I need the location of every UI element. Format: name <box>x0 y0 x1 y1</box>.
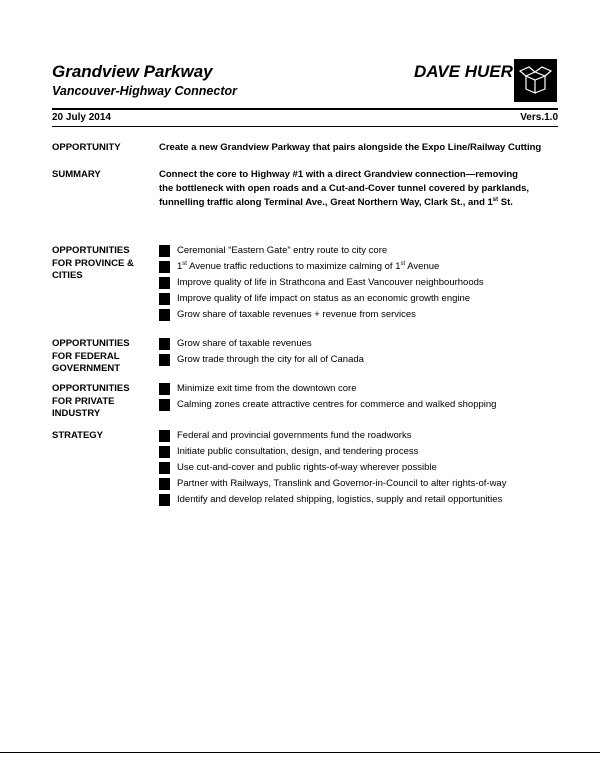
list-item: Grow share of taxable revenues + revenue from services <box>159 308 559 324</box>
province-list <box>159 244 559 324</box>
subheader-rule <box>52 126 558 127</box>
list-item: Minimize exit time from the downtown core <box>159 382 559 398</box>
list-item: 1st Avenue traffic reductions to maximize calming of 1st Avenue <box>159 260 559 276</box>
footer-rule <box>0 752 600 753</box>
list-item: Grow trade through the city for all of Canada <box>159 353 559 369</box>
private-label: OPPORTUNITIES FOR PRIVATE INDUSTRY <box>52 383 130 419</box>
list-item: Identify and develop related shipping, logistics, supply and retail opportunities <box>159 493 559 509</box>
bullet-square-icon <box>159 430 170 442</box>
summary-label: SUMMARY <box>52 169 101 180</box>
summary-line-1: Connect the core to Highway #1 with a direct Grandview connection—removing <box>159 169 518 180</box>
bullet-square-icon <box>159 293 170 305</box>
list-item: Partner with Railways, Translink and Governor-in-Council to alter rights-of-way <box>159 477 559 493</box>
opportunity-text: Create a new Grandview Parkway that pairs alongside the Expo Line/Railway Cutting <box>159 142 542 153</box>
list-item: Use cut-and-cover and public rights-of-way wherever possible <box>159 461 559 477</box>
list-item: Federal and provincial governments fund the roadworks <box>159 429 559 445</box>
summary-text <box>159 168 559 210</box>
province-label: OPPORTUNITIES FOR PROVINCE & CITIES <box>52 245 134 281</box>
summary-line-2: the bottleneck with open roads and a Cut-and-Cover tunnel covered by parklands, <box>159 183 530 194</box>
summary-line-3: funnelling traffic along Terminal Ave., Great Northern Way, Clark St., and 1st St. <box>159 196 513 208</box>
list-item: Calming zones create attractive centres for commerce and walked shopping <box>159 398 559 414</box>
header-rule <box>52 108 558 110</box>
document-title: Grandview Parkway <box>52 62 213 81</box>
federal-list <box>159 337 559 369</box>
list-item: Improve quality of life impact on status as an economic growth engine <box>159 292 559 308</box>
document-subtitle: Vancouver-Highway Connector <box>52 84 237 98</box>
bullet-square-icon <box>159 383 170 395</box>
bullet-square-icon <box>159 309 170 321</box>
author-name: DAVE HUER <box>414 62 513 81</box>
bullet-square-icon <box>159 399 170 411</box>
bullet-square-icon <box>159 338 170 350</box>
bullet-square-icon <box>159 494 170 506</box>
bullet-square-icon <box>159 446 170 458</box>
private-list <box>159 382 559 414</box>
bullet-square-icon <box>159 462 170 474</box>
bullet-square-icon <box>159 478 170 490</box>
open-box-logo-icon <box>514 59 557 102</box>
federal-label: OPPORTUNITIES FOR FEDERAL GOVERNMENT <box>52 338 130 374</box>
list-item: Grow share of taxable revenues <box>159 337 559 353</box>
list-item: Improve quality of life in Strathcona and East Vancouver neighbourhoods <box>159 276 559 292</box>
bullet-square-icon <box>159 245 170 257</box>
bullet-square-icon <box>159 261 170 273</box>
strategy-label: STRATEGY <box>52 430 104 441</box>
document-version: Vers.1.0 <box>520 112 558 123</box>
opportunity-label: OPPORTUNITY <box>52 142 121 153</box>
document-date: 20 July 2014 <box>52 112 111 123</box>
strategy-list <box>159 429 559 509</box>
list-item: Ceremonial “Eastern Gate” entry route to city core <box>159 244 559 260</box>
list-item: Initiate public consultation, design, and tendering process <box>159 445 559 461</box>
bullet-square-icon <box>159 277 170 289</box>
bullet-square-icon <box>159 354 170 366</box>
